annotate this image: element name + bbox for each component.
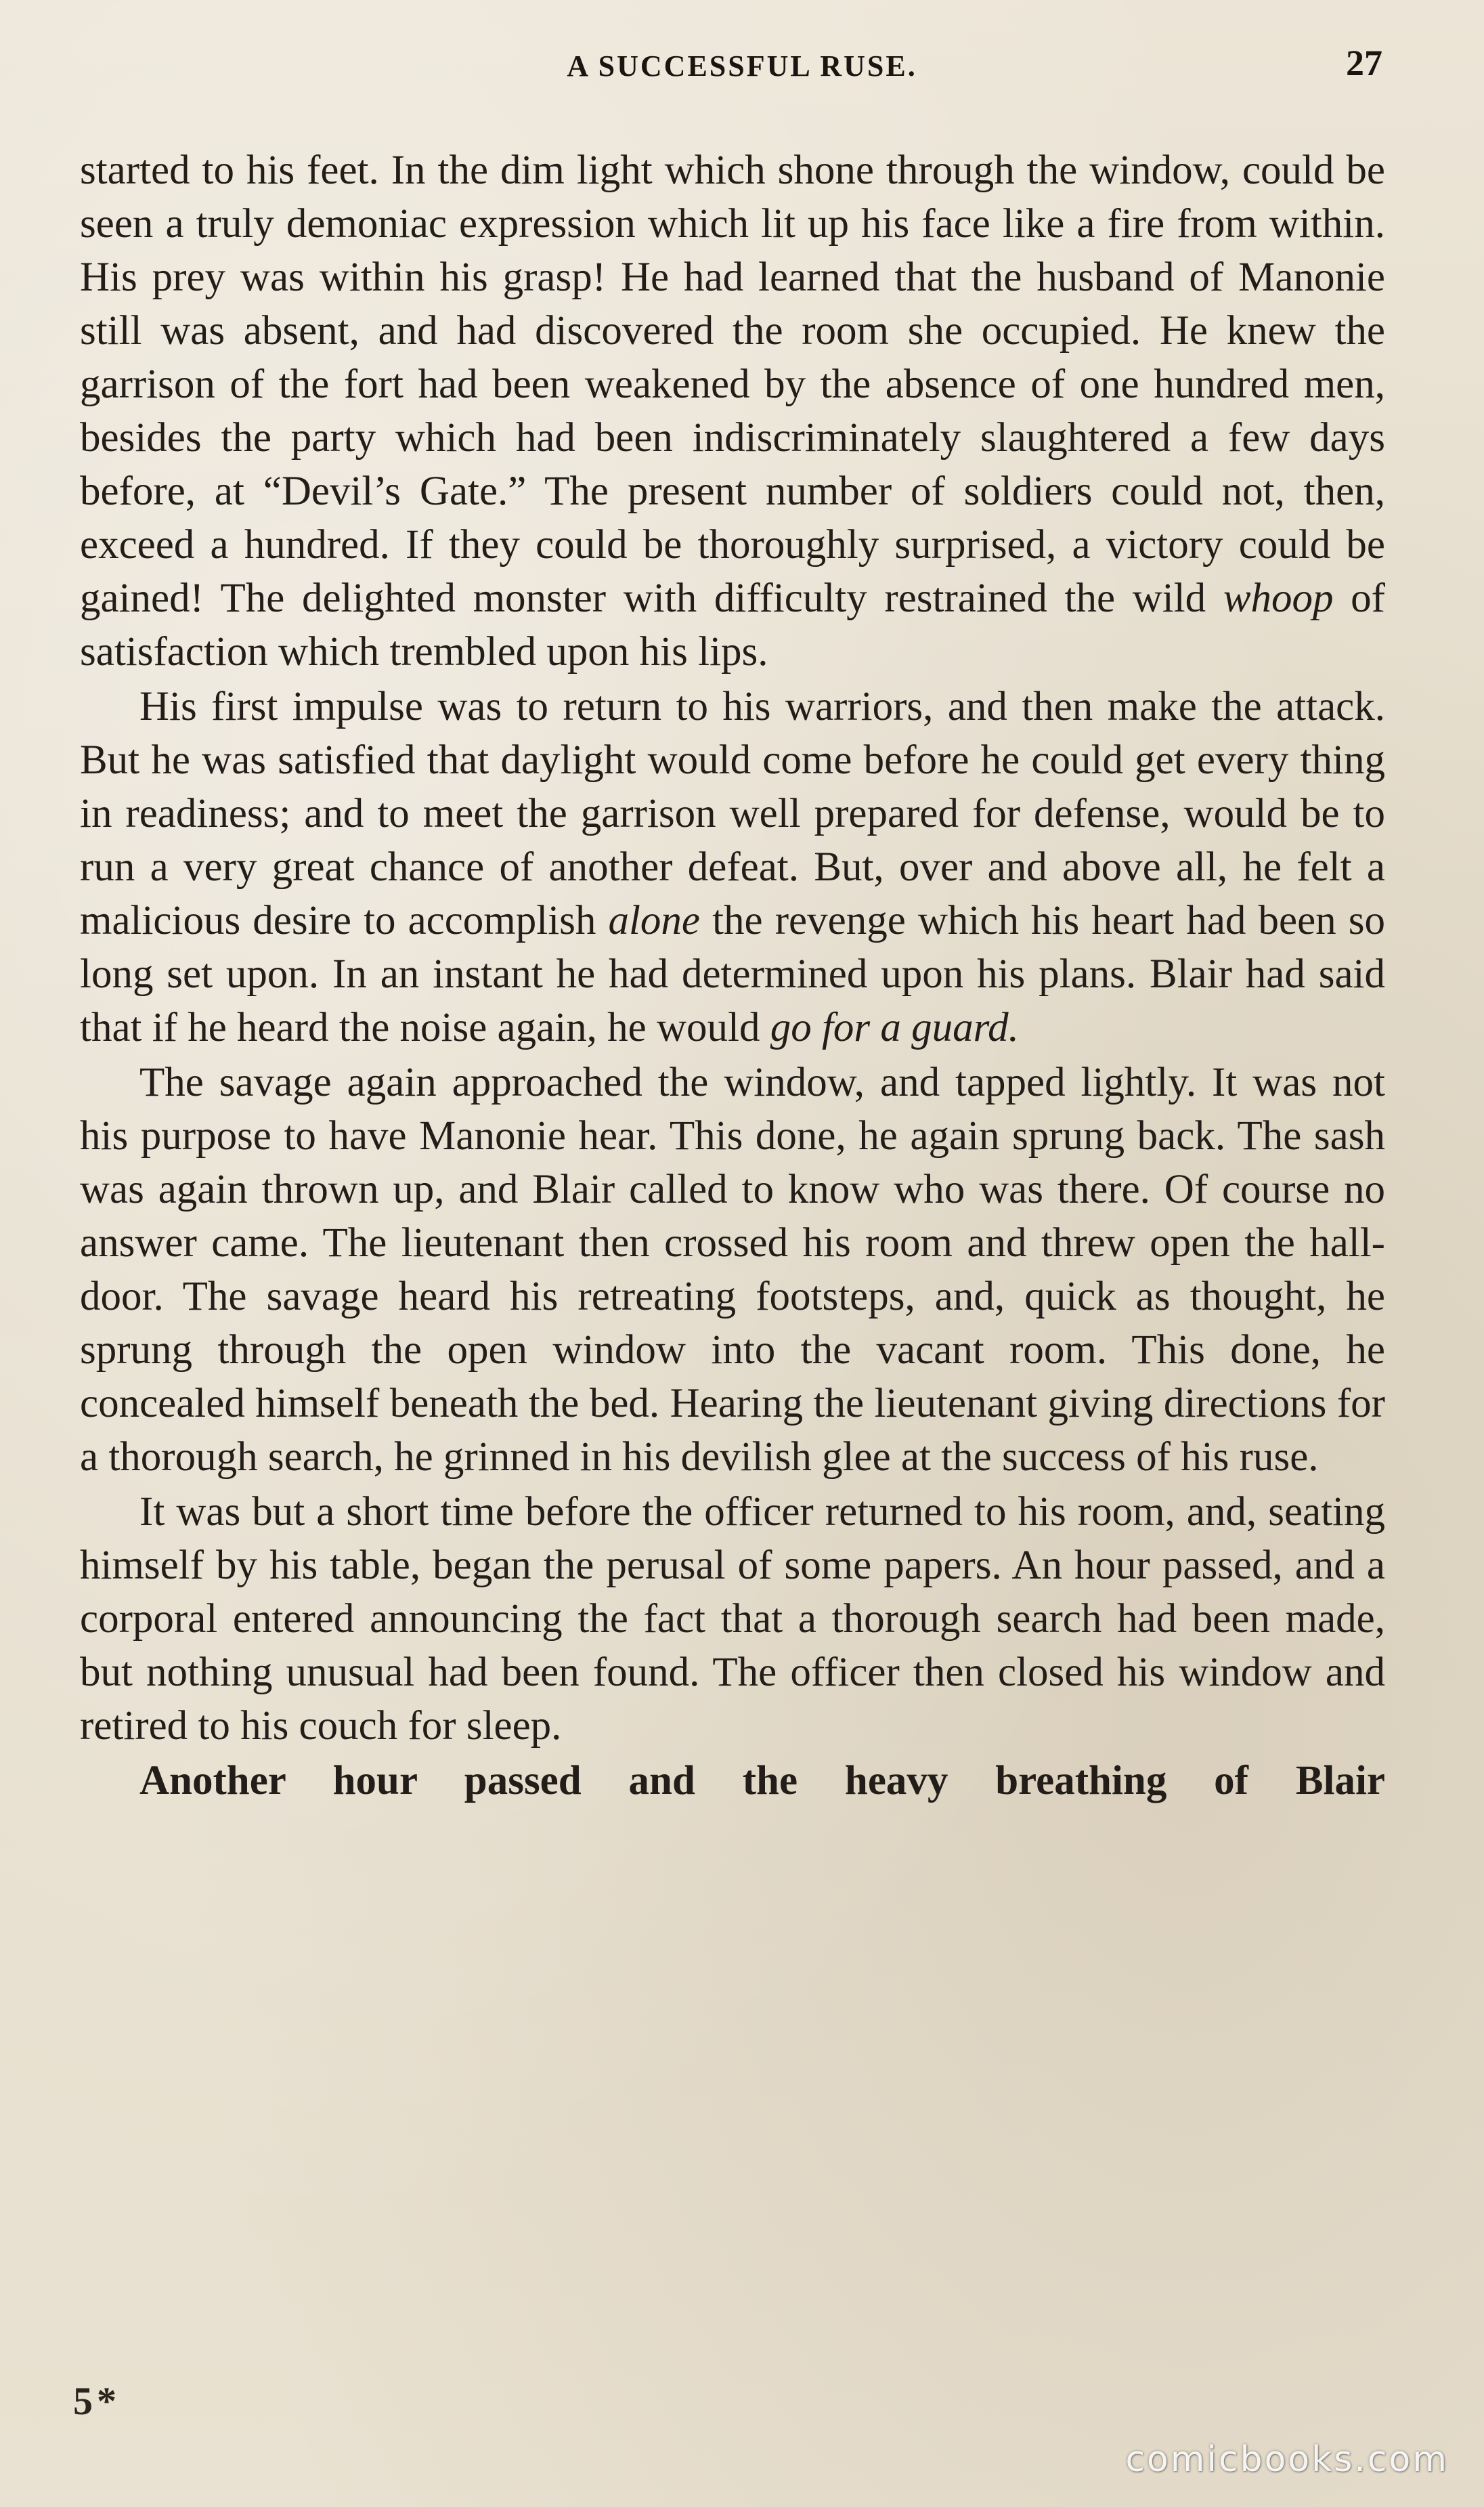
paragraph-1-text-b: of satisfaction which trembled upon his lips. bbox=[80, 576, 1385, 674]
paragraph-2-emphasis-guard: go for a guard. bbox=[770, 1005, 1019, 1050]
paragraph-1 bbox=[80, 144, 1385, 679]
paragraph-1-text-a: started to his feet. In the dim light which shone through the window, could be seen a truly demoniac expression which lit up his face like a fire from within. His prey was within his grasp! He had learned that the husband of Manonie still was absent, and had discovered the room she occupied. He knew the garrison of the fort had been weakened by the absence of one hundred men, besides the party which had been indiscriminately slaughtered a few days before, at “Devil’s Gate.” The present number of soldiers could not, then, exceed a hundred. If they could be thoroughly surprised, a victory could be gained! The delighted monster with difficulty restrained the wild bbox=[80, 148, 1385, 621]
printer-signature-mark: 5* bbox=[73, 2379, 121, 2423]
paragraph-2-text-b: the revenge which his heart had been so long set upon. In an instant he had determined upon his plans. Blair had said that if he heard the noise again, he would bbox=[80, 898, 1385, 1050]
watermark: comicbooks.com bbox=[1125, 2439, 1449, 2480]
paragraph-4: It was but a short time before the officer returned to his room, and, seating himself by his table, began the perusal of some papers. An hour passed, and a corporal entered announcing the fact that a thorough search had been made, but nothing unusual had been found. The officer then closed his window and retired to his couch for sleep. bbox=[80, 1489, 1385, 1749]
paragraph-5: Another hour passed and the heavy breathing of Blair bbox=[139, 1758, 1385, 1803]
paragraph-2-emphasis-alone: alone bbox=[608, 898, 701, 943]
paragraph-1-emphasis: whoop bbox=[1223, 576, 1334, 621]
body-text bbox=[80, 144, 1385, 1809]
paragraph-3: The savage again approached the window, and tapped lightly. It was not his purpose to have Manonie hear. This done, he again sprung back. The sash was again thrown up, and Blair called to know who was there. Of course no answer came. The lieutenant then crossed his room and threw open the hall-door. The savage heard his retreating footsteps, and, quick as thought, he sprung through the open window into the vacant room. This done, he concealed himself beneath the bed. Hearing the lieutenant giving directions for a thorough search, he grinned in his devilish glee at the success of his ruse. bbox=[80, 1060, 1385, 1480]
paragraph-2 bbox=[80, 680, 1385, 1054]
page-number: 27 bbox=[1346, 43, 1382, 83]
running-title: A SUCCESSFUL RUSE. bbox=[567, 49, 917, 83]
paragraph-2-text-a: His first impulse was to return to his warriors, and then make the attack. But he was satisfied that daylight would come before he could get every thing in readiness; and to meet the garrison well prepared for defense, would be to run a very great chance of another defeat. But, over and above all, he felt a malicious desire to accomplish bbox=[80, 684, 1385, 943]
